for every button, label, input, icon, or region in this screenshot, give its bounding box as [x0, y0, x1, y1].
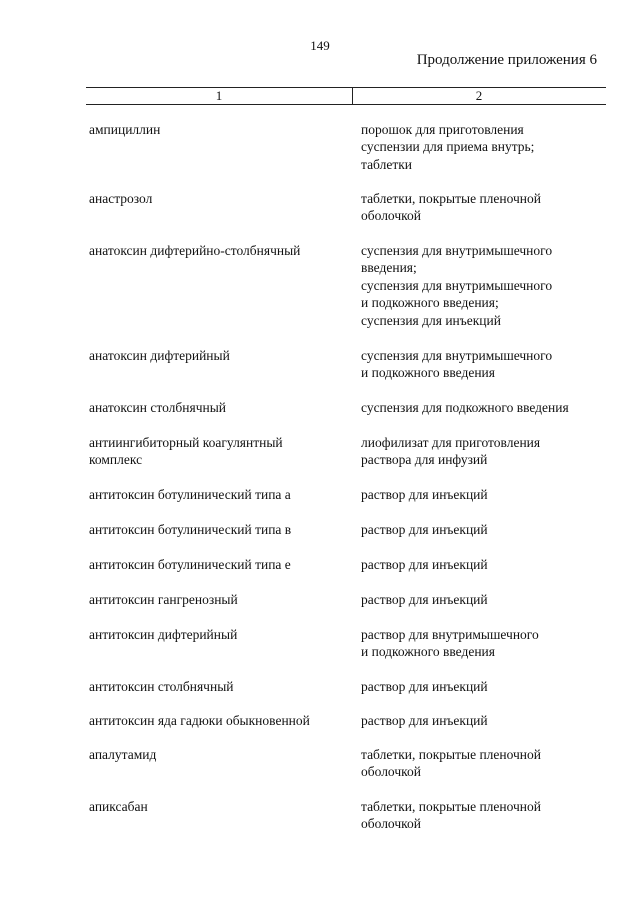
dosage-form-cell: суспензия для подкожного введения [361, 400, 569, 415]
dosage-form-cell: раствор для инъекций [361, 679, 488, 694]
drug-name-cell: антитоксин яда гадюки обыкновенной [89, 713, 310, 728]
drug-name-cell: антитоксин ботулинический типа е [89, 557, 291, 572]
dosage-form-cell: суспензия для внутримышечного и подкожного введения [361, 348, 553, 381]
drug-name-cell: антитоксин гангренозный [89, 592, 238, 607]
drug-name-cell: анатоксин дифтерийный [89, 348, 230, 363]
drug-name-cell: анатоксин дифтерийно-столбнячный [89, 243, 301, 258]
drug-name-cell: апалутамид [89, 747, 157, 762]
drug-name-cell: антитоксин дифтерийный [89, 627, 238, 642]
drug-name-cell: антитоксин ботулинический типа в [89, 522, 292, 537]
table-column-header-2: 2 [475, 88, 483, 103]
dosage-form-cell: порошок для приготовления суспензии для приема внутрь; таблетки [361, 122, 535, 172]
table-column-header-1: 1 [215, 88, 223, 103]
drug-name-cell: ампициллин [89, 122, 161, 137]
dosage-form-cell: таблетки, покрытые пленочной оболочкой [361, 747, 542, 780]
dosage-form-cell: раствор для инъекций [361, 713, 488, 728]
drug-name-cell: антиингибиторный коагулянтный комплекс [89, 435, 283, 468]
dosage-form-cell: раствор для инъекций [361, 522, 488, 537]
page-number: 149 [310, 38, 330, 53]
dosage-form-cell: таблетки, покрытые пленочной оболочкой [361, 191, 542, 224]
dosage-form-cell: раствор для инъекций [361, 592, 488, 607]
dosage-form-cell: лиофилизат для приготовления раствора для инфузий [361, 435, 541, 468]
dosage-form-cell: суспензия для внутримышечного введения; суспензия для внутримышечного и подкожного введения; суспензия для инъекций [361, 243, 553, 328]
continuation-title: Продолжение приложения 6 [416, 52, 597, 68]
drug-name-cell: антитоксин ботулинический типа а [89, 487, 291, 502]
dosage-form-cell: таблетки, покрытые пленочной оболочкой [361, 799, 542, 832]
dosage-form-cell: раствор для инъекций [361, 487, 488, 502]
table-header-bottom-rule [86, 104, 606, 105]
drug-name-cell: анастрозол [89, 191, 153, 206]
dosage-form-cell: раствор для внутримышечного и подкожного введения [361, 627, 539, 660]
drug-name-cell: антитоксин столбнячный [89, 679, 234, 694]
drug-name-cell: анатоксин столбнячный [89, 400, 227, 415]
drug-name-cell: апиксабан [89, 799, 148, 814]
dosage-form-cell: раствор для инъекций [361, 557, 488, 572]
